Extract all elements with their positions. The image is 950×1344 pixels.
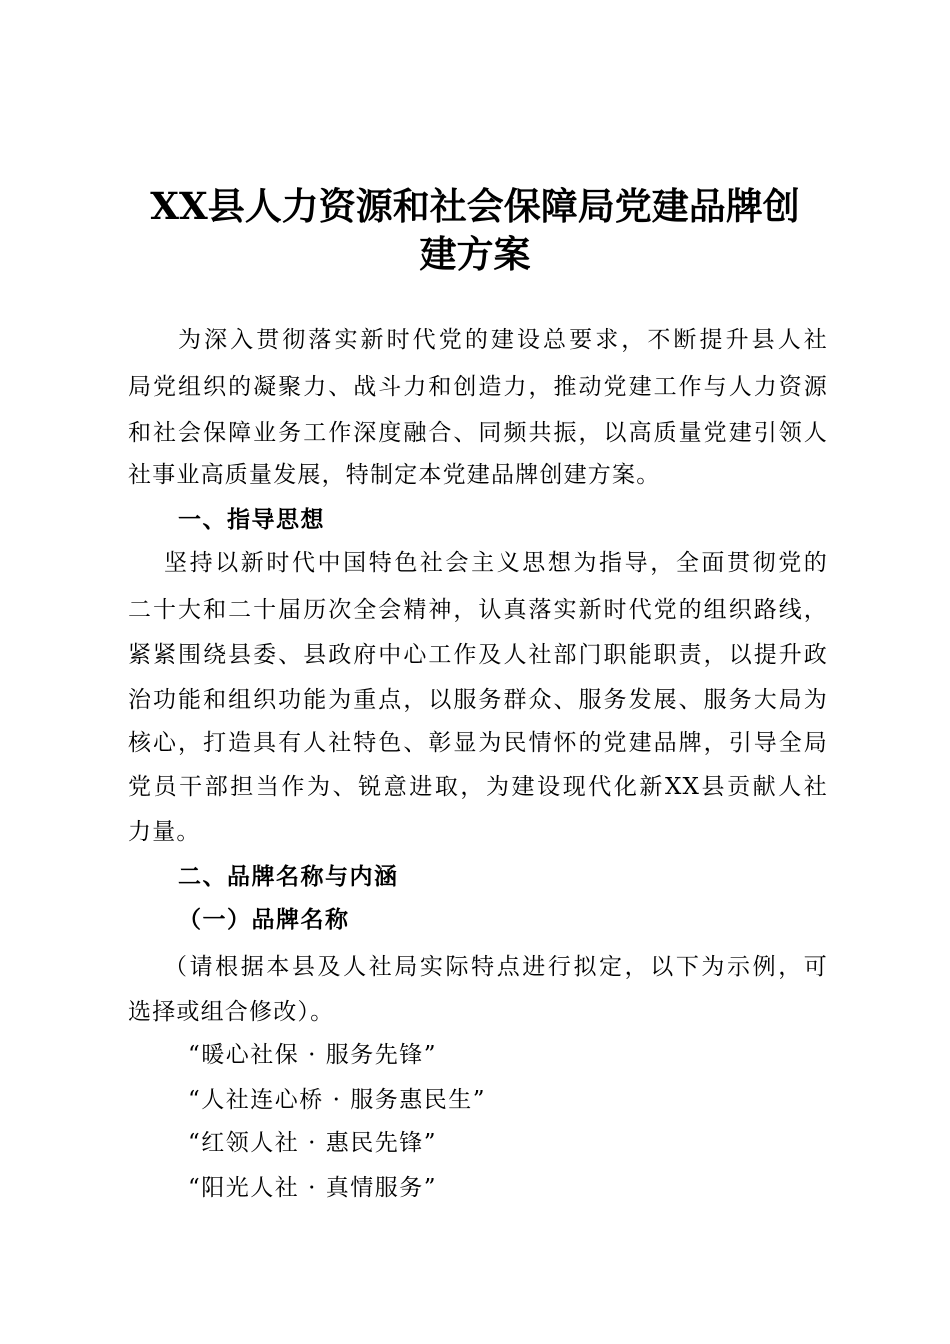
brand-example-3: “红领人社 · 惠民先锋” — [188, 1130, 437, 1156]
intro-line-2: 局党组织的凝聚力、战斗力和创造力，推动党建工作与人力资源 — [128, 374, 828, 400]
brand-note-line-2: 选择或组合修改）。 — [128, 999, 335, 1025]
brand-example-2: “人社连心桥 · 服务惠民生” — [188, 1087, 486, 1113]
intro-line-3: 和社会保障业务工作深度融合、同频共振，以高质量党建引领人 — [128, 420, 828, 446]
document-title-line-2: 建方案 — [419, 232, 531, 276]
brand-example-4: “阳光人社 · 真情服务” — [188, 1175, 437, 1201]
section-1-line-2: 二十大和二十届历次全会精神，认真落实新时代党的组织路线， — [128, 597, 828, 623]
section-1-line-6: 党员干部担当作为、锐意进取，为建设现代化新XX县贡献人社 — [128, 774, 828, 800]
document-title-line-1: XX县人力资源和社会保障局党建品牌创 — [150, 184, 800, 228]
brand-example-1: “暖心社保 · 服务先锋” — [188, 1042, 437, 1068]
section-1-line-1: 坚持以新时代中国特色社会主义思想为指导，全面贯彻党的 — [164, 550, 828, 576]
section-1-line-3: 紧紧围绕县委、县政府中心工作及人社部门职能职责，以提升政 — [128, 642, 828, 668]
section-1-line-4: 治功能和组织功能为重点，以服务群众、服务发展、服务大局为 — [128, 687, 828, 713]
intro-line-4: 社事业高质量发展，特制定本党建品牌创建方案。 — [128, 462, 661, 488]
section-2-heading: 二、品牌名称与内涵 — [178, 863, 399, 890]
section-2-sub-1-heading: （一）品牌名称 — [178, 906, 350, 933]
section-1-heading: 一、指导思想 — [178, 506, 325, 533]
section-1-line-5: 核心，打造具有人社特色、彰显为民情怀的党建品牌，引导全局 — [128, 730, 828, 756]
section-1-line-7: 力量。 — [128, 819, 201, 845]
intro-line-1: 为深入贯彻落实新时代党的建设总要求，不断提升县人社 — [178, 327, 828, 353]
brand-note-line-1: （请根据本县及人社局实际特点进行拟定，以下为示例，可 — [164, 954, 828, 980]
